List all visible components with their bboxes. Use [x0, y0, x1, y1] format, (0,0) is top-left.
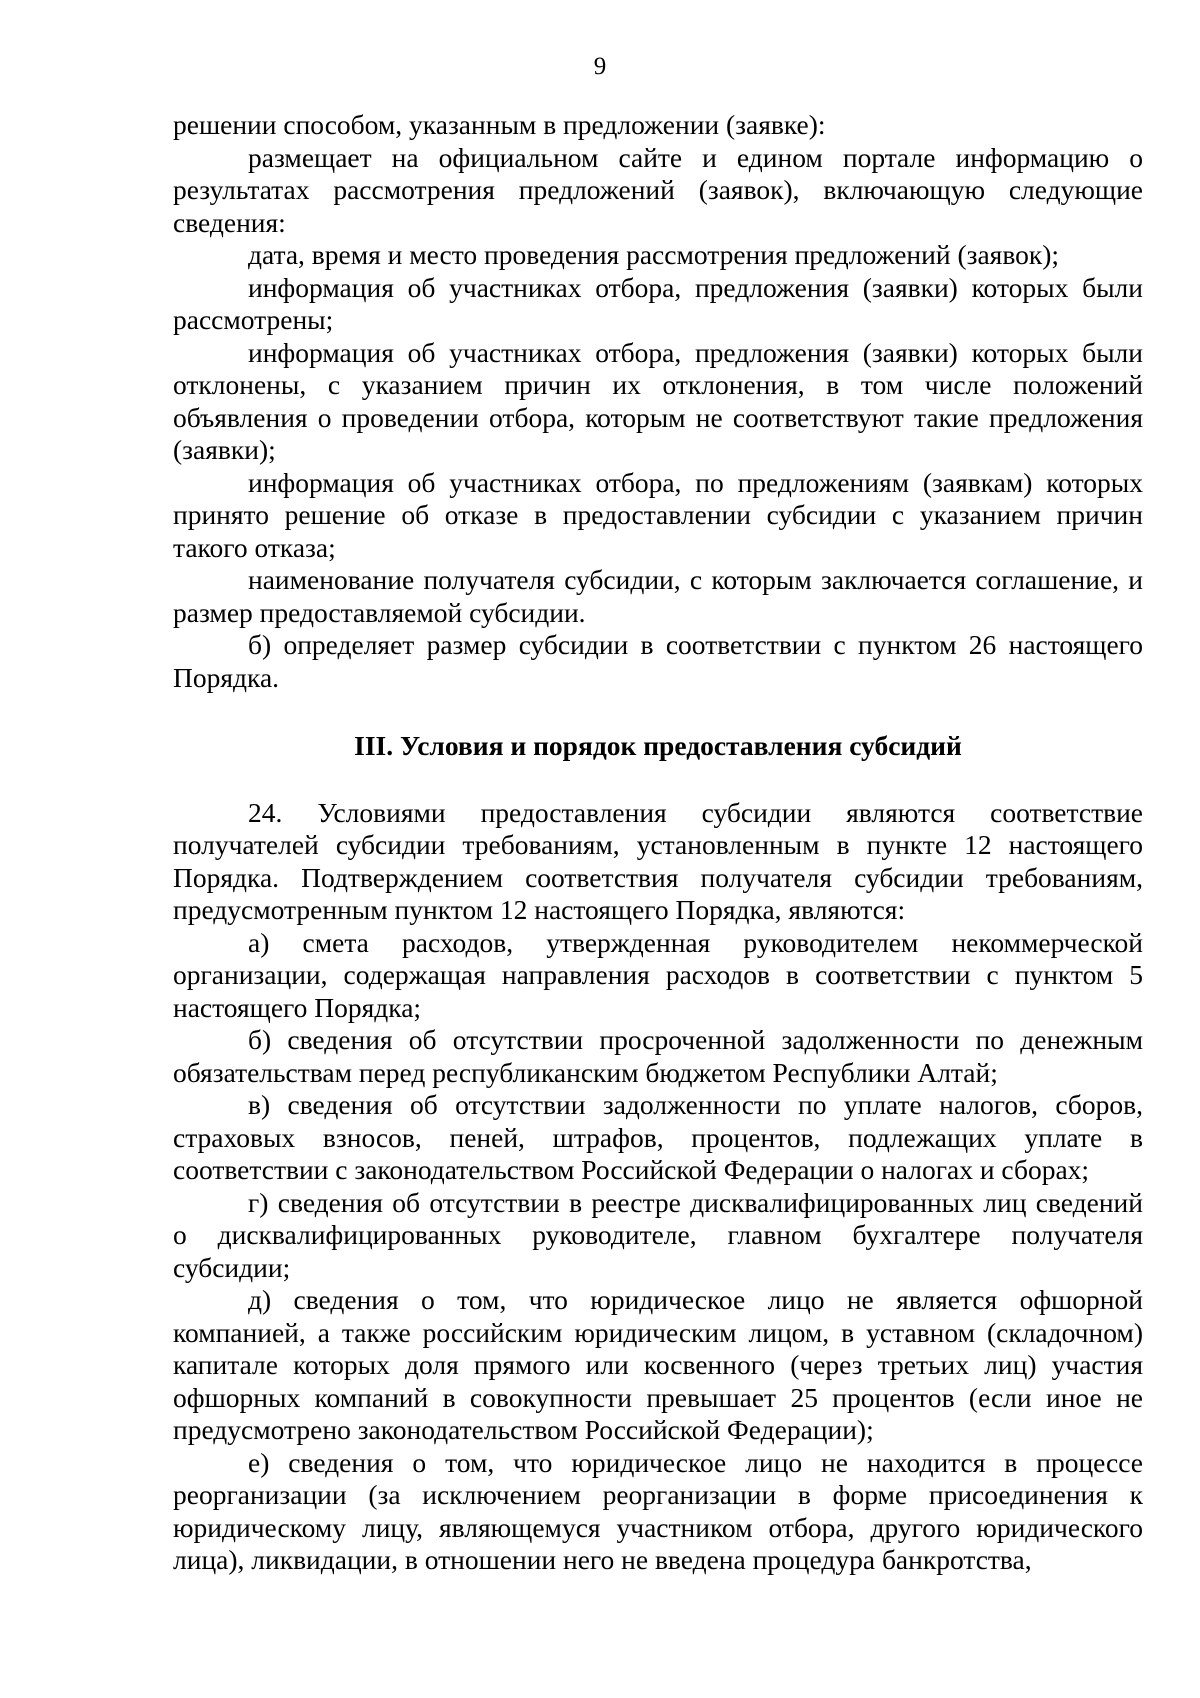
paragraph-subitem-g: г) сведения об отсутствии в реестре дисквалифицированных лиц сведений о дисквалифицированных руководителе, главном бухгалтере получателя субсидии;	[173, 1186, 1143, 1283]
paragraph-list-item: информация об участниках отбора, предложения (заявки) которых были отклонены, с указанием причин их отклонения, в том числе положений объявления о проведении отбора, которым не соответствуют такие предложения (заявки);	[173, 336, 1143, 465]
paragraph-list-item: дата, время и место проведения рассмотрения предложений (заявок);	[248, 239, 1060, 270]
paragraph-list-item: наименование получателя субсидии, с которым заключается соглашение, и размер предоставляемой субсидии.	[173, 564, 1143, 628]
paragraph-subitem-b: б) сведения об отсутствии просроченной задолженности по денежным обязательствам перед республиканским бюджетом Республики Алтай;	[173, 1024, 1143, 1088]
paragraph-continuation: решении способом, указанным в предложении (заявке):	[173, 109, 826, 140]
paragraph-subitem-v: в) сведения об отсутствии задолженности по уплате налогов, сборов, страховых взносов, пеней, штрафов, процентов, подлежащих уплате в соответствии с законодательством Российской Федерации о налогах и сборах;	[173, 1089, 1143, 1185]
paragraph-subsidy-size: б) определяет размер субсидии в соответствии с пунктом 26 настоящего Порядка.	[173, 629, 1143, 693]
page-number: 9	[593, 53, 607, 80]
paragraph-subitem-e: е) сведения о том, что юридическое лицо не находится в процессе реорганизации (за исключением реорганизации в форме присоединения к юридическому лицу, являющемуся участником отбора, другого юридического лица), ликвидации, в отношении него не введена процедура банкротства,	[173, 1446, 1143, 1575]
paragraph-clause-24: 24. Условиями предоставления субсидии являются соответствие получателей субсидии требованиям, установленным в пункте 12 настоящего Порядка. Подтверждением соответствия получателя субсидии требованиям, предусмотренным пунктом 12 настоящего Порядка, являются:	[173, 796, 1143, 925]
section-heading: III. Условия и порядок предоставления субсидий	[354, 730, 962, 761]
paragraph-subitem-d: д) сведения о том, что юридическое лицо не является офшорной компанией, а также российским юридическим лицом, в уставном (складочном) капитале которых доля прямого или косвенного (через третьих лиц) участия офшорных компаний в совокупности превышает 25 процентов (если иное не предусмотрено законодательством Российской Федерации);	[173, 1284, 1143, 1445]
paragraph-list-item: информация об участниках отбора, по предложениям (заявкам) которых принято решение об отказе в предоставлении субсидии с указанием причин такого отказа;	[173, 466, 1143, 563]
paragraph-list-item: информация об участниках отбора, предложения (заявки) которых были рассмотрены;	[173, 271, 1143, 335]
paragraph-subitem-a: а) смета расходов, утвержденная руководителем некоммерческой организации, содержащая направления расходов в соответствии с пунктом 5 настоящего Порядка;	[173, 926, 1143, 1023]
document-body	[173, 109, 1143, 1577]
paragraph-publication-duty: размещает на официальном сайте и едином портале информацию о результатах рассмотрения предложений (заявок), включающую следующие сведения:	[173, 141, 1143, 238]
